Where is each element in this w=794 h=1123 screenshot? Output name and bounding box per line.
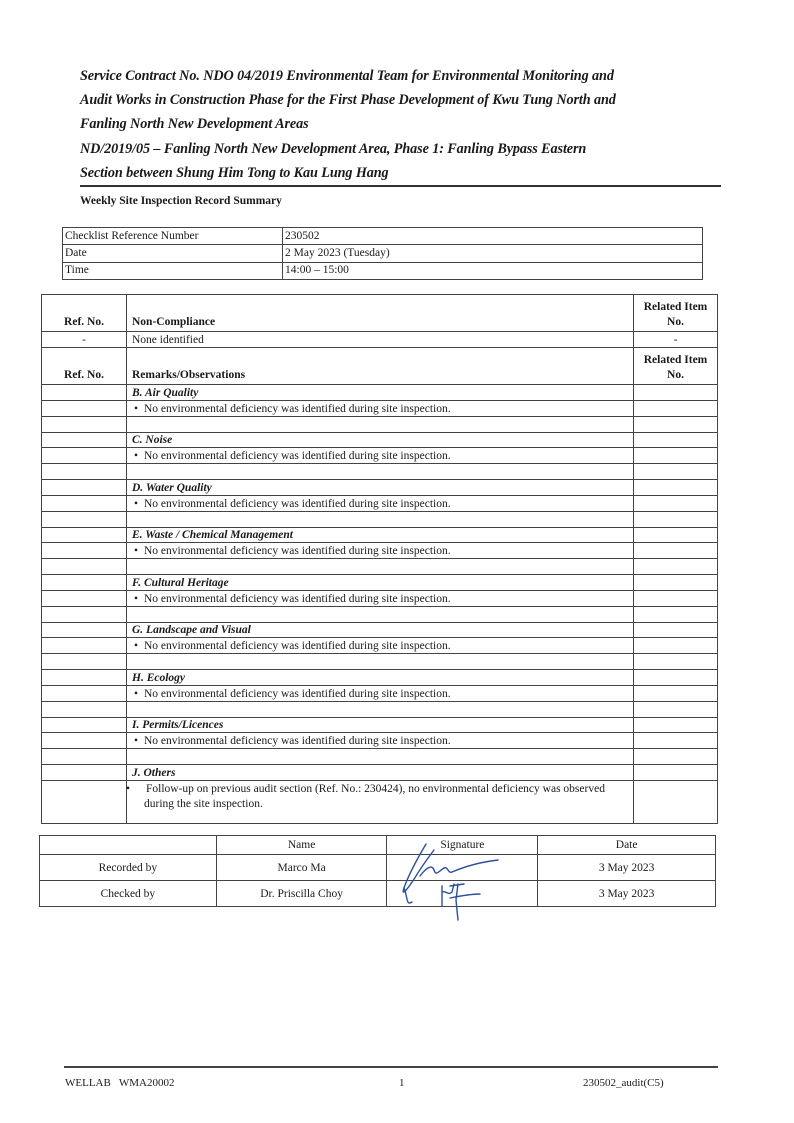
section-row xyxy=(42,480,718,496)
section-title: D. Water Quality xyxy=(127,480,634,496)
name-header: Name xyxy=(216,836,387,855)
non-compliance-cell: None identified xyxy=(127,332,634,348)
header-line: Service Contract No. NDO 04/2019 Environmental Team for Environmental Monitoring and xyxy=(80,68,614,84)
table-row xyxy=(42,332,718,348)
section-row xyxy=(42,527,718,543)
observation-text: No environmental deficiency was identified during site inspection. xyxy=(144,402,451,415)
section-row xyxy=(42,575,718,591)
role-cell: Checked by xyxy=(40,881,217,907)
footer-file-ref: 230502_audit(C5) xyxy=(583,1077,664,1089)
observation-row xyxy=(42,495,718,511)
role-cell: Recorded by xyxy=(40,855,217,881)
info-row xyxy=(63,245,703,262)
observation-text: No environmental deficiency was identified during site inspection. xyxy=(144,592,451,605)
section-title: I. Permits/Licences xyxy=(127,717,634,733)
signature-cell xyxy=(387,881,538,907)
observation-row xyxy=(42,685,718,701)
header-line: Audit Works in Construction Phase for the First Phase Development of Kwu Tung North and xyxy=(80,92,616,109)
bullet-icon: • xyxy=(134,545,139,557)
document-header xyxy=(80,64,730,185)
signoff-row xyxy=(40,881,716,907)
related-item-cell: - xyxy=(634,332,718,348)
bullet-icon: • xyxy=(134,450,139,462)
observation-row xyxy=(42,543,718,559)
ref-no-cell: - xyxy=(42,332,127,348)
spacer-row xyxy=(42,749,718,765)
section-row xyxy=(42,717,718,733)
spacer-row xyxy=(42,464,718,480)
signature-header: Signature xyxy=(387,836,538,855)
related-item-header: Related Item No. xyxy=(634,295,718,332)
page-title: Weekly Site Inspection Record Summary xyxy=(80,195,282,207)
signoff-row xyxy=(40,855,716,881)
signature-cell xyxy=(387,855,538,881)
observation-text: Follow-up on previous audit section (Ref. No.: 230424), no environmental deficiency was observed during the site inspection. xyxy=(144,782,605,810)
footer-divider xyxy=(64,1066,718,1068)
info-value: 230502 xyxy=(283,228,703,245)
section-title: F. Cultural Heritage xyxy=(127,575,634,591)
header-line: Fanling North New Development Areas xyxy=(80,116,309,133)
related-item-header: Related Item No. xyxy=(634,348,718,385)
spacer-row xyxy=(42,511,718,527)
remarks-header-row xyxy=(42,348,718,385)
info-value: 2 May 2023 (Tuesday) xyxy=(283,245,703,262)
section-row xyxy=(42,670,718,686)
date-cell: 3 May 2023 xyxy=(538,855,716,881)
bullet-icon: • xyxy=(134,640,139,652)
inspection-info-table xyxy=(62,227,703,280)
observation-row xyxy=(42,733,718,749)
observation-row xyxy=(42,638,718,654)
section-title: G. Landscape and Visual xyxy=(127,622,634,638)
role-header xyxy=(40,836,217,855)
observation-row xyxy=(42,448,718,464)
header-line: ND/2019/05 – Fanling North New Development Area, Phase 1: Fanling Bypass Eastern xyxy=(80,140,587,157)
name-cell: Dr. Priscilla Choy xyxy=(216,881,387,907)
remarks-header: Remarks/Observations xyxy=(127,348,634,385)
section-row xyxy=(42,765,718,781)
ref-no-header: Ref. No. xyxy=(42,348,127,385)
observation-text: No environmental deficiency was identified during site inspection. xyxy=(144,735,451,747)
section-title: J. Others xyxy=(127,765,634,781)
observation-text: No environmental deficiency was identified during site inspection. xyxy=(144,545,451,557)
ref-no-header: Ref. No. xyxy=(42,295,127,332)
spacer-row xyxy=(42,701,718,717)
date-cell: 3 May 2023 xyxy=(538,881,716,907)
signoff-header-row xyxy=(40,836,716,855)
bullet-icon: • xyxy=(134,735,139,747)
page-number: 1 xyxy=(399,1077,405,1089)
observation-text: No environmental deficiency was identified during site inspection. xyxy=(144,450,451,462)
info-value: 14:00 – 15:00 xyxy=(283,262,703,279)
info-label: Date xyxy=(63,245,283,262)
section-title: C. Noise xyxy=(127,432,634,448)
header-divider xyxy=(80,185,721,187)
observation-text: No environmental deficiency was identified during site inspection. xyxy=(144,687,451,700)
observations-table xyxy=(41,294,718,824)
non-compliance-header-row xyxy=(42,295,718,332)
info-label: Checklist Reference Number xyxy=(63,228,283,245)
name-cell: Marco Ma xyxy=(216,855,387,881)
section-row xyxy=(42,622,718,638)
observation-row xyxy=(42,780,718,823)
date-header: Date xyxy=(538,836,716,855)
observation-row xyxy=(42,400,718,416)
bullet-icon: • xyxy=(134,592,139,605)
section-row xyxy=(42,432,718,448)
info-row xyxy=(63,262,703,279)
bullet-icon: • xyxy=(134,497,139,510)
info-row xyxy=(63,228,703,245)
section-title: H. Ecology xyxy=(127,670,634,686)
observation-text: No environmental deficiency was identified during site inspection. xyxy=(144,640,451,652)
info-label: Time xyxy=(63,262,283,279)
section-title: B. Air Quality xyxy=(127,385,634,401)
signoff-table xyxy=(39,835,716,907)
footer-doc-code: WELLAB WMA20002 xyxy=(65,1077,175,1089)
bullet-icon: • xyxy=(134,402,139,415)
section-row xyxy=(42,385,718,401)
observation-text: No environmental deficiency was identified during site inspection. xyxy=(144,497,451,510)
spacer-row xyxy=(42,559,718,575)
bullet-icon: • xyxy=(126,782,131,795)
header-line: Section between Shung Him Tong to Kau Lung Hang xyxy=(80,164,389,181)
observation-row xyxy=(42,590,718,606)
spacer-row xyxy=(42,654,718,670)
bullet-icon: • xyxy=(134,687,139,700)
spacer-row xyxy=(42,606,718,622)
section-title: E. Waste / Chemical Management xyxy=(127,527,634,543)
non-compliance-header: Non-Compliance xyxy=(127,295,634,332)
spacer-row xyxy=(42,416,718,432)
